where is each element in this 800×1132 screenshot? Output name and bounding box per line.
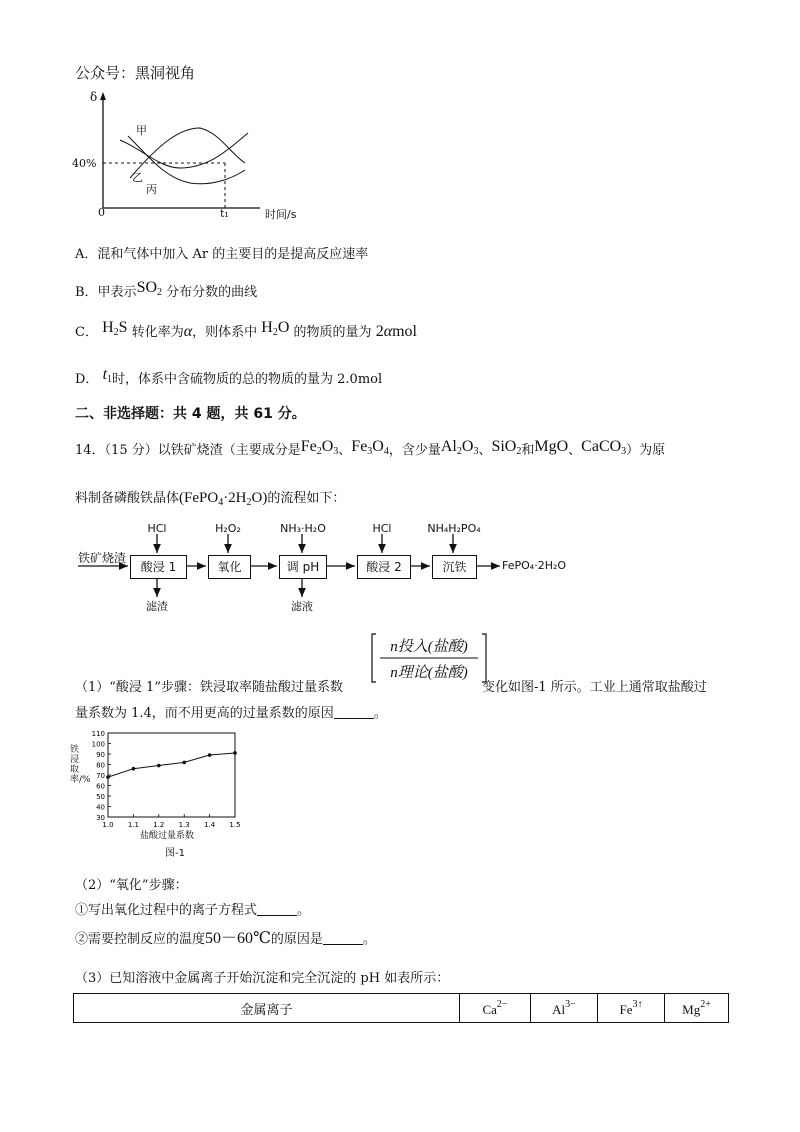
reagent-hcl-1: HCl (147, 522, 167, 535)
part1-line2: 量系数为 1.4，而不用更高的过量系数的原因 。 (75, 706, 387, 721)
y-tick-label: 80 (96, 761, 105, 770)
output-residue: 滤渣 (146, 600, 168, 613)
x-tick-t1: t₁ (220, 207, 229, 220)
y-tick-label: 70 (96, 772, 105, 780)
step-acid-leach-2: 酸浸 2 (357, 555, 411, 579)
x-axis-label: 时间/s (265, 208, 297, 221)
reagent-h2o2: H₂O₂ (215, 522, 241, 535)
part2-item2: ②需要控制反应的温度50－60℃的原因是 。 (75, 930, 376, 947)
ion-ca: $Ca^{2-}$ (460, 994, 531, 1023)
step-acid-leach-1: 酸浸 1 (130, 555, 187, 579)
x-tick-label: 1.4 (204, 821, 216, 829)
chart-frame (108, 733, 235, 817)
option-c: C． $H_2S$ 转化率为α，则体系中 $H_2O$ 的物质的量为 2αmol (75, 319, 417, 340)
y-tick-label: 110 (91, 730, 105, 738)
data-point (157, 764, 161, 768)
reagent-hcl-2: HCl (372, 522, 392, 535)
chart-x-label: 盐酸过量系数 (140, 831, 195, 841)
option-d: D． $t_1$时，体系中含硫物质的总的物质的量为 2.0mol (75, 366, 383, 387)
x-tick-label: 1.5 (229, 821, 241, 829)
part1-text-pre: （1）“酸浸 1”步骤：铁浸取率随盐酸过量系数 (75, 680, 343, 695)
section-title: 二、非选择题：共 4 题，共 61 分。 (75, 406, 306, 422)
flow-start: 铁矿烧渣 (78, 551, 127, 565)
x-tick-label: 1.1 (127, 821, 139, 829)
curve-jia (128, 136, 245, 184)
table-row (74, 994, 729, 1023)
y-tick-label: 60 (96, 782, 105, 791)
flow-product: FePO₄·2H₂O (502, 559, 567, 572)
curve-yi (130, 128, 245, 178)
part2-item1: ①写出氧化过程中的离子方程式 。 (75, 903, 311, 918)
data-point (208, 753, 212, 757)
ion-fe: $Fe^{3↑}$ (598, 994, 665, 1023)
data-point (132, 767, 136, 771)
output-filtrate: 滤液 (291, 600, 313, 613)
fraction-numerator: n投入(盐酸) (390, 639, 468, 655)
data-point (106, 775, 110, 779)
fraction-denominator: n理论(盐酸) (390, 665, 468, 681)
curve-label-yi: 乙 (132, 171, 143, 184)
y-tick-40: 40% (72, 157, 97, 170)
step-oxidation: 氧化 (208, 555, 251, 579)
step-iron-precipitation: 沉铁 (432, 555, 477, 579)
y-tick-label: 40 (96, 803, 105, 812)
chart-y-label: 铁浸取率/% (70, 745, 91, 785)
x-tick-label: 1.2 (153, 821, 165, 829)
part1-text-post: 变化如图-1 所示。工业上通常取盐酸过 (482, 680, 707, 695)
table-header-cell: 金属离子 (74, 994, 460, 1023)
source-header: 公众号：黑洞视角 (75, 64, 196, 82)
x-tick-label: 1.0 (102, 821, 114, 829)
chart-title: 图-1 (165, 848, 185, 859)
q14-line2: 料制备磷酸铁晶体$(FePO_4\cdot 2H_2O)$的流程如下： (75, 490, 346, 508)
step-adjust-ph: 调 pH (279, 555, 327, 579)
curve-label-bing: 丙 (146, 183, 157, 196)
y-axis-symbol: δ (90, 90, 98, 104)
distribution-graph (70, 88, 330, 223)
reagent-nh3h2o: NH₃·H₂O (280, 522, 326, 535)
option-a: A．混和气体中加入 Ar 的主要目的是提高反应速率 (75, 247, 369, 262)
series-line (108, 753, 235, 777)
y-tick-label: 90 (96, 751, 105, 759)
q14-intro: 14．（15 分）以铁矿烧渣（主要成分是$Fe_2O_3$、$Fe_3O_4$，含少量$Al_2O_3$、SiO$_2$和MgO、CaCO$_3$）为原 (75, 438, 666, 458)
data-point (233, 751, 237, 755)
y-tick-label: 100 (91, 740, 105, 749)
part2-title: （2）“氧化”步骤： (75, 878, 188, 893)
part3-title: （3）已知溶液中金属离子开始沉淀和完全沉淀的 pH 如表所示： (75, 971, 450, 986)
origin-label: 0 (98, 206, 105, 219)
y-tick-label: 50 (96, 793, 105, 801)
ion-ph-table (73, 993, 729, 1023)
ion-al: $Al^{3-}$ (531, 994, 598, 1023)
curve-label-jia: 甲 (136, 124, 147, 137)
x-tick-label: 1.3 (178, 821, 190, 829)
option-b: B．甲表示$SO_2$ 分布分数的曲线 (75, 279, 258, 300)
y-tick-label: 30 (96, 814, 105, 822)
ion-mg: $Mg^{2+}$ (665, 994, 729, 1023)
data-point (182, 761, 186, 765)
reagent-nh4h2po4: NH₄H₂PO₄ (427, 522, 481, 535)
